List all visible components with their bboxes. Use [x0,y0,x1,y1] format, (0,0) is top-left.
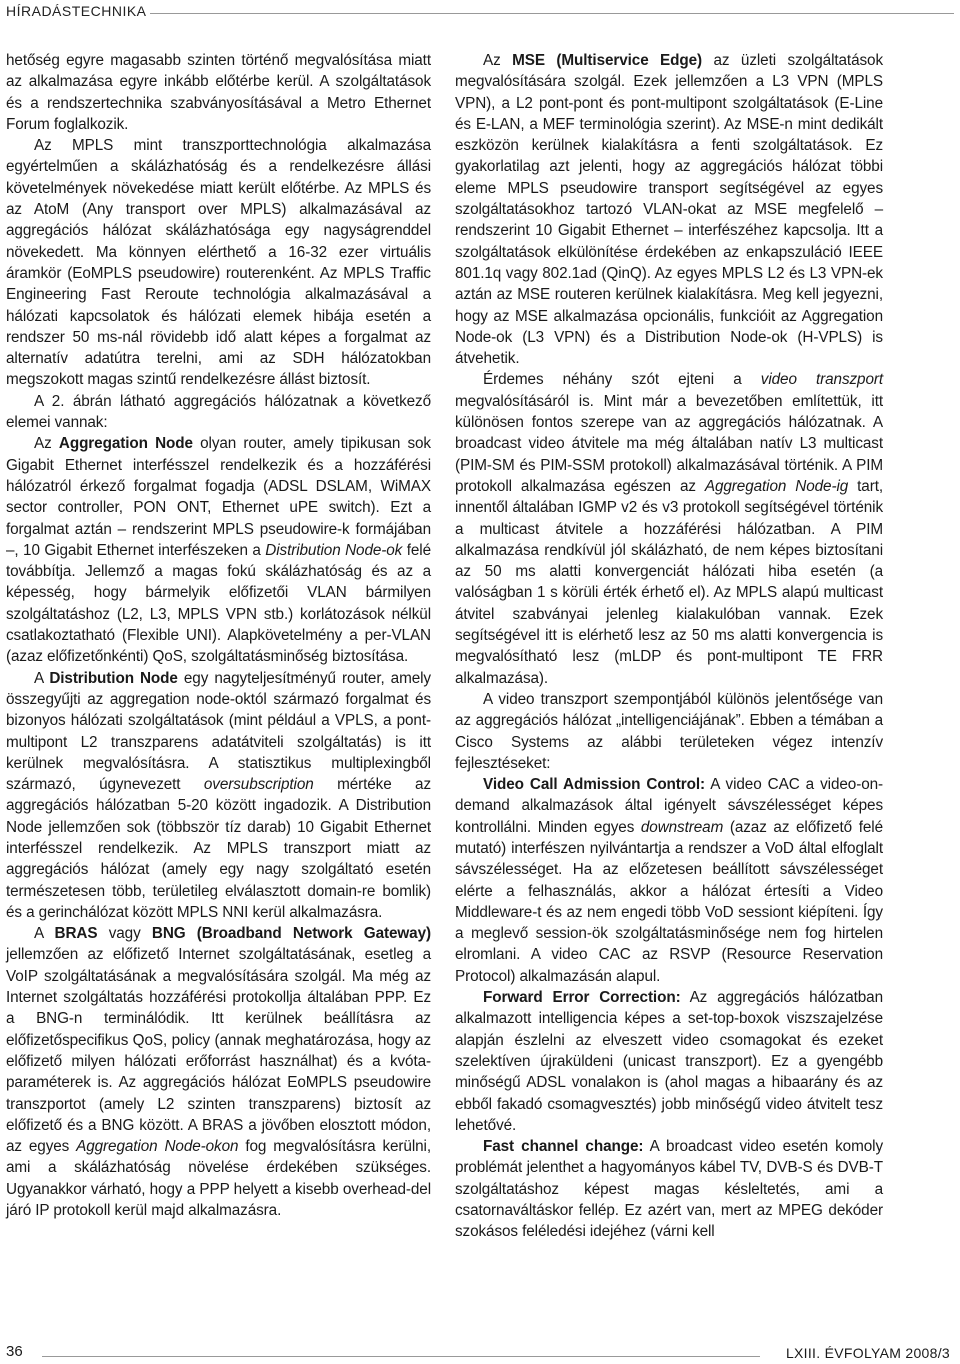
term-downstream: downstream [640,818,724,836]
term-oversubscription: oversubscription [203,776,314,794]
term-mse: MSE (Multiservice Edge) [512,52,703,69]
left-paragraph-1: hetőség egyre magasabb szinten történő megvalósítása miatt az alkalmazása egyre inkább előtérbe kerül. A szolgáltatások és a rendszertechnika szabványosításával a Metro Ethernet Forum foglalkozik. [6,52,431,133]
right-paragraph-fast-channel-change: Fast channel change: A broadcast video esetén komoly problémát jelenthet a hagyományos kábel TV, DVB-S és DVB-T szolgáltatáshoz képest magas késleltetés, ami a csatornaváltáskor fellép. Ez azért van, mert az MPEG dekóder szokásos feléledési idejéhez (várni kell [455,1138,883,1241]
right-paragraph-video-cac: Video Call Admission Control: A video CAC a video-on-demand alkalmazások által igényelt sávszélességet képes kontrollálni. Minden egyes downstream (azaz az előfizető felé mutató) interfészen nyilvántartja a rendszer a VoD által elfoglalt sávszélességet. Ha az előzetesen beállított sávszélességet elérte a felhasználás, akkor a hálózat értesíti a Video Middleware-t és az nem engedi több VoD sessiont kiépíteni. Így a meglevő session-ök szolgáltatásminősége nem fog hirtelen elromlani. A video CAC az RSVP (Resource Reservation Protocol) alkalmazásán alapul. [455,776,883,985]
term-video-cac: Video Call Admission Control: [483,776,706,794]
term-distribution-node: Distribution Node [49,669,178,687]
left-paragraph-3: A 2. ábrán látható aggregációs hálózatnak a következő elemei vannak: [6,392,431,432]
section-title: HÍRADÁSTECHNIKA [6,3,147,19]
term-video-transzport: video transzport [760,371,883,389]
page-number: 36 [6,1343,23,1360]
right-column [455,50,883,1243]
left-paragraph-2: Az MPLS mint transzporttechnológia alkalmazása egyértelműen a skálázhatóság és a rendelkezésre állási követelmények növekedése miatt került előtérbe. Az MPLS és az AtoM (Any transport over MPLS) alkalmazásával az aggregációs hálózat skálázhatósága egy nagyságrenddel növekedett. Ma könnyen elérthető a 16-32 ezer virtuális áramkör (EoMPLS pseudowire) routerenként. Az MPLS Traffic Engineering Fast Reroute technológia alkalmazásával a hálózati kapcsolatok és hálózati elemek hibája esetén a rendszer 50 ms-nál rövidebb idő alatt képes a forgalmat az alternatív adatútra terelni, ami az SDH hálózatokban megszokott magas szintű rendelkezésre állást biztosít. [6,137,431,389]
term-distribution-node-ok: Distribution Node-ok [265,541,403,559]
volume-label: LXIII. ÉVFOLYAM 2008/3 [785,1345,950,1361]
term-fast-channel-change: Fast channel change: [483,1138,644,1156]
left-paragraph-aggregation-node: Az Aggregation Node olyan router, amely tipikusan sok Gigabit Ethernet interfésszel rendelkezik és a hozzáférési hálózatról érkező forgalmat fogadja (ADSL DSLAM, WiMAX sector controller, PON ONT, Ethernet uPE switch). Ezt a forgalmat aztán – rendszerint MPLS pseudowire-k formájában –, 10 Gigabit Ethernet interfészeken a Distribution Node-ok felé továbbítja. Jellemző a magas fokú skálázhatóság és az a képesség, hogy bármelyik előfizetői VLAN bármilyen szolgáltatáshoz (L2, L3, MPLS VPN stb.) korlátozások nélkül csatlakoztatható (Flexible UNI). Alapkövetelmény a per-VLAN (azaz előfizetőnkénti) QoS, szolgáltatásminőség biztosítása. [6,435,431,666]
footer-rule [42,1356,760,1357]
term-bng: BNG (Broadband Network Gateway) [151,925,431,943]
term-aggregation-node: Aggregation Node [58,435,193,453]
left-column [6,50,431,1221]
right-paragraph-intelligence: A video transzport szempontjából különös jelentősége van az aggregációs hálózat „intelligenciájának”. Ebben a témában a Cisco Systems az alábbi területeken végez intenzív fejlesztéseket: [455,690,883,772]
term-bras: BRAS [54,925,98,943]
header-rule [150,13,954,14]
right-paragraph-mse: Az MSE (Multiservice Edge) az üzleti szolgáltatások megvalósítására szolgál. Ezek jellemzően a L3 VPN (MPLS VPN), a L2 pont-pont és pont-multipont szolgáltatások (E-Line és E-LAN, a MEF terminológia szerint). Az MSE-n mint dedikált eszközön kerülnek kialakításra a fenti szolgáltatások. Ez gyakorlatilag azt jelenti, hogy az aggregációs hálózat többi eleme MPLS pseudowire transport segítségével az egyes szolgáltatásokhoz tartozó VLAN-okat az MSE megfelelő – rendszerint 10 Gigabit Ethernet – interfészéhez kapcsolja. Itt a szolgáltatások elkülönítése érdekében az enkapszuláció IEEE 801.1q vagy 802.1ad (QinQ). Az egyes MPLS L2 és L3 VPN-ek aztán az MSE routeren kerülnek kialakításra. Meg kell jegyezni, hogy az MSE alkalmazása opcionális, funkcióit az Aggregation Node-ok (L3 VPN) és a Distribution Node-ok (H-VPLS) is átvehetik. [455,52,883,368]
right-paragraph-video-transport: Érdemes néhány szót ejteni a video transzport megvalósításáról is. Mint már a bevezetőben említettük, itt különösen fontos szerepe van az aggregációs hálózatnak. A broadcast video átvitele ma még általában natív L3 multicast (PIM-SM és PIM-SSM protokoll) alkalmazásával történik. A PIM protokoll alkalmazása egészen az Aggregation Node-ig tart, innentől általában IGMP v2 és v3 protokoll segítségével történik a multicast átvitele a hozzáférési hálózatban. A PIM alkalmazása rendkívül jól skálázható, de nem képes biztosítani az 50 ms alatti konvergenciát hálózati hiba esetén (a valóságban 1 s körüli érték érhető el). Az MPLS alapú multicast átvitel szabványai jelenleg kialakulóban vannak. Ezek segítségével itt is elérhető lesz az 50 ms alatti konvergencia is megvalósítható lesz (mLDP és pont-multipont TE FRR alkalmazása). [455,371,883,687]
left-paragraph-bras: A BRAS vagy BNG (Broadband Network Gateway) jellemzően az előfizető Internet szolgáltatásának, esetleg a VoIP szolgáltatásának a megvalósítására szolgál. Ma még az Internet szolgáltatás hozzáférési protokollja általában PPP. Ez a BNG-n terminálódik. Itt kerülnek beállításra az előfizetőspecifikus QoS, policy (annak meghatározása, hogy az előfizető milyen hálózati erőforrást használhat) és a kvóta-paraméterek is. Az aggregációs hálózat EoMPLS pseudowire transzportot (amely L2 szinten transzparens) biztosít az előfizető és a BNG között. A BRAS a jövőben elosztott módon, az egyes Aggregation Node-okon fog megvalósításra kerülni, ami a skálázhatóság növelése érdekében szükséges. Ugyanakkor várható, hogy a PPP helyett a kisebb overhead-del járó IP protokoll kerül majd alkalmazásra. [6,925,431,1220]
left-paragraph-distribution-node: A Distribution Node egy nagyteljesítményű router, amely összegyűjti az aggregation node-októl származó forgalmat és bizonyos hálózati szolgáltatások (mint például a VPLS, a pont-multipont L2 transzparens adatátviteli szolgáltatás) is itt kerülnek megvalósításra. A statisztikus multiplexingből származó, úgynevezett oversubscription mértéke az aggregációs hálózatban 5-20 között ingadozik. A Distribution Node jellemzően sok (többször tíz darab) 10 Gigabit Ethernet interfésszel rendelkezik. Az MPLS transzport miatt az aggregációs hálózat (amely egy nagy szolgáltató esetén természetesen több, területileg elválasztott domain-re bomlik) és a gerinchálózat között MPLS NNI kerül alkalmazásra. [6,669,431,921]
right-paragraph-fec: Forward Error Correction: Az aggregációs hálózatban alkalmazott intelligencia képes a set-top-boxok viszszajelzése alapján észlelni az elveszett video csomagokat és ezeket szelektíven újraküldeni (unicast transzport). Ez a gyengébb minőségű ADSL vonalakon is (ahol magas a hibaarány és az ebből fakadó csomagvesztés) jobb minőségű video átvitelt tesz lehetővé. [455,989,883,1134]
term-fec: Forward Error Correction: [483,989,681,1007]
term-aggregation-node-ig: Aggregation Node-ig [704,477,849,495]
term-aggregation-node-okon: Aggregation Node-okon [76,1138,239,1156]
